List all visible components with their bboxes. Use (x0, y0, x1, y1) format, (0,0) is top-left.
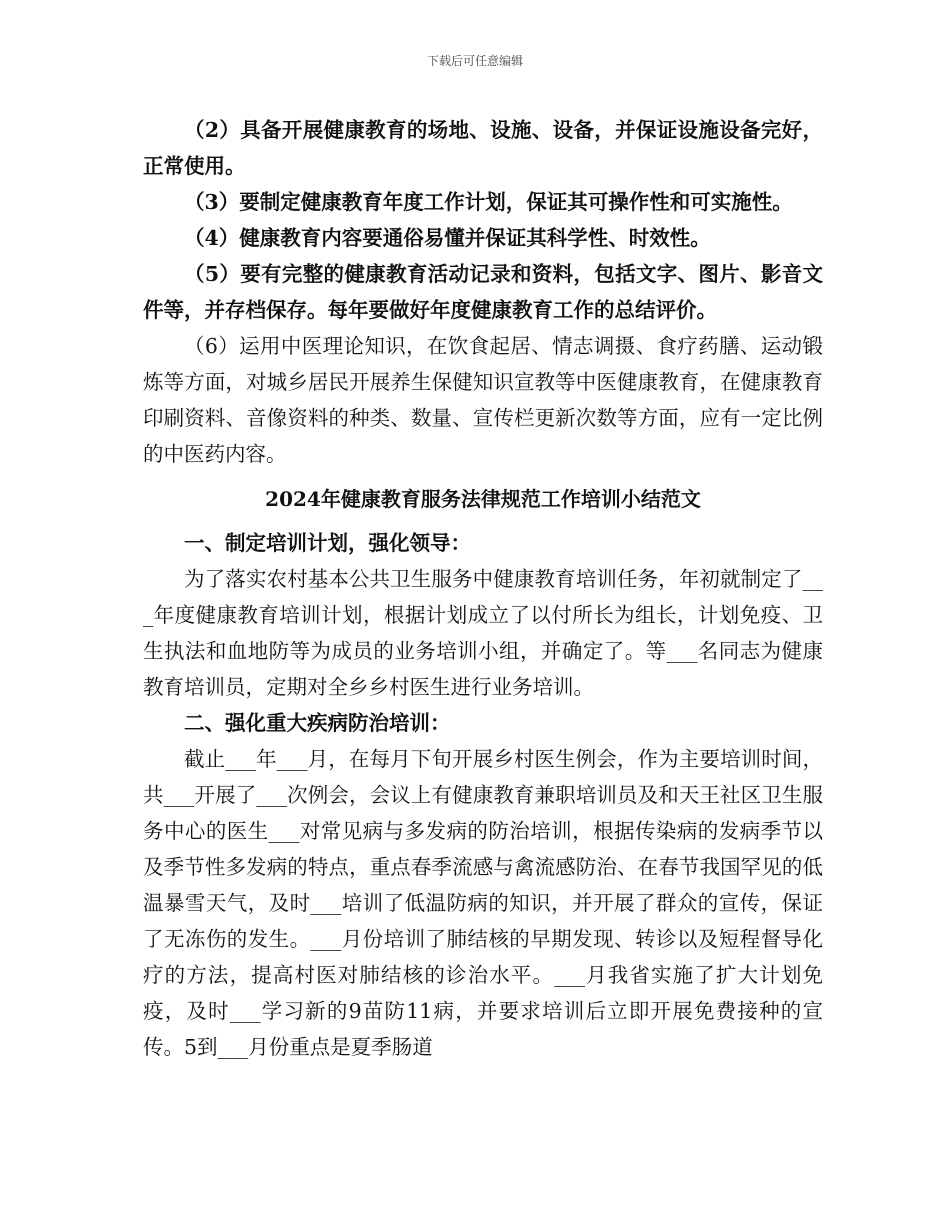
section-2-body: 截止___年___月，在每月下旬开展乡村医生例会，作为主要培训时间，共___开展了___次例会，会议上有健康教育兼职培训员及和天王社区卫生服务中心的医生___对常见病与多发病的防治培训，根据传染病的发病季节以及季节性多发病的特点，重点春季流感与禽流感防治、在春节我国罕见的低温暴雪天气，及时___培训了低温防病的知识，并开展了群众的宣传，保证了无冻伤的发生。___月份培训了肺结核的早期发现、转诊以及短程督导化疗的方法，提高村医对肺结核的诊治水平。___月我省实施了扩大计划免疫，及时___学习新的9苗防11病，并要求培训后立即开展免费接种的宣传。5到___月份重点是夏季肠道 (143, 747, 823, 1059)
requirement-item-6: （6）运用中医理论知识，在饮食起居、情志调摄、食疗药膳、运动锻炼等方面，对城乡居民开展养生保健知识宣教等中医健康教育，在健康教育印刷资料、音像资料的种类、数量、宣传栏更新次数等方面，应有一定比例的中医药内容。 (143, 334, 823, 466)
requirement-item-3: （3）要制定健康教育年度工作计划，保证其可操作性和可实施性。 (184, 190, 793, 214)
requirement-item-4: （4）健康教育内容要通俗易懂并保证其科学性、时效性。 (184, 226, 711, 250)
document-title: 2024年健康教育服务法律规范工作培训小结范文 (265, 487, 701, 511)
requirement-item-5: （5）要有完整的健康教育活动记录和资料，包括文字、图片、影音文件等，并存档保存。每年要做好年度健康教育工作的总结评价。 (143, 262, 823, 322)
section-2-heading: 二、强化重大疾病防治培训： (184, 711, 451, 735)
page-header: 下载后可任意编辑 (426, 54, 523, 68)
requirement-item-2: （2）具备开展健康教育的场地、设施、设备，并保证设施设备完好，正常使用。 (143, 118, 823, 178)
document-body (143, 112, 823, 1065)
section-1-body: 为了落实农村基本公共卫生服务中健康教育培训任务，年初就制定了___年度健康教育培训计划，根据计划成立了以付所长为组长，计划免疫、卫生执法和血地防等为成员的业务培训小组，并确定了。等___名同志为健康教育培训员，定期对全乡乡村医生进行业务培训。 (143, 567, 823, 699)
section-1-heading: 一、制定培训计划，强化领导： (184, 531, 471, 555)
